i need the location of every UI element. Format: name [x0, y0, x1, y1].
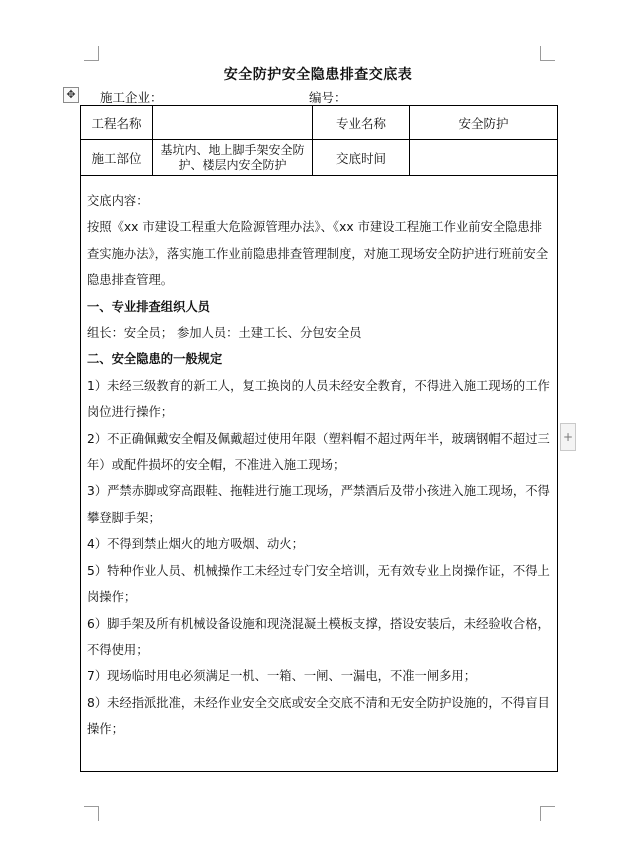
handover-time-label: 交底时间	[313, 140, 410, 175]
table-row	[81, 140, 557, 176]
section1-text: 组长：安全员； 参加人员：土建工长、分包安全员	[87, 326, 362, 341]
construction-part-value: 基坑内、地上脚手架安全防护、楼层内安全防护	[160, 142, 305, 172]
handover-table	[80, 105, 558, 772]
table-row	[81, 106, 557, 140]
rule-item: 2）不正确佩戴安全帽及佩戴超过使用年限（塑料帽不超过两年半，玻璃钢帽不超过三年）或配件损坏的安全帽，不准进入施工现场；	[87, 431, 550, 473]
section2-title: 二、安全隐患的一般规定	[87, 352, 223, 367]
rule-item: 6）脚手架及所有机械设备设施和现浇混凝土模板支撑，搭设安装后，未经验收合格，不得使用；	[87, 616, 550, 657]
document-title: 安全防护安全隐患排查交底表	[223, 67, 413, 83]
page-corner-mark-top-right	[540, 46, 555, 61]
rule-item: 5）特种作业人员、机械操作工未经过专门安全培训，无有效专业上岗操作证，不得上岗操作；	[87, 563, 550, 605]
handover-content	[87, 188, 551, 743]
construction-part-cell[interactable]	[153, 140, 313, 175]
rule-item: 8）未经指派批准，未经作业安全交底或安全交底不清和无安全防护设施的，不得盲目操作；	[87, 695, 550, 737]
add-row-plus-icon[interactable]: +	[560, 423, 576, 451]
content-intro-text: 按照《xx 市建设工程重大危险源管理办法》、《xx 市建设工程施工作业前安全隐患排查实施办法》，落实施工作业前隐患排查管理制度，对施工现场安全防护进行班前安全隐患排查管理。	[87, 220, 549, 288]
rule-item: 1）未经三级教育的新工人，复工换岗的人员未经安全教育，不得进入施工现场的工作岗位进行操作；	[87, 378, 550, 420]
table-move-handle-icon[interactable]: ✥	[63, 87, 79, 103]
rule-item: 4）不得到禁止烟火的地方吸烟、动火；	[87, 537, 304, 552]
specialty-label: 专业名称	[313, 106, 410, 139]
company-label: 施工企业：	[100, 90, 163, 105]
number-label: 编号：	[309, 90, 347, 105]
handover-time-value[interactable]	[410, 140, 557, 175]
content-intro-label: 交底内容：	[87, 194, 149, 208]
section1-title: 一、专业排查组织人员	[87, 299, 210, 314]
rule-item: 3）严禁赤脚或穿高跟鞋、拖鞋进行施工现场，严禁酒后及带小孩进入施工现场，不得攀登脚手架；	[87, 484, 550, 525]
page-corner-mark-bottom-right	[540, 806, 555, 821]
page-corner-mark-top-left	[84, 46, 99, 61]
page-corner-mark-bottom-left	[84, 806, 99, 821]
construction-part-label: 施工部位	[81, 140, 153, 175]
specialty-value[interactable]: 安全防护	[458, 115, 509, 131]
rule-item: 7）现场临时用电必须满足一机、一箱、一闸、一漏电，不准一闸多用；	[87, 669, 477, 684]
project-name-label: 工程名称	[81, 106, 153, 139]
project-name-value[interactable]	[153, 106, 313, 139]
